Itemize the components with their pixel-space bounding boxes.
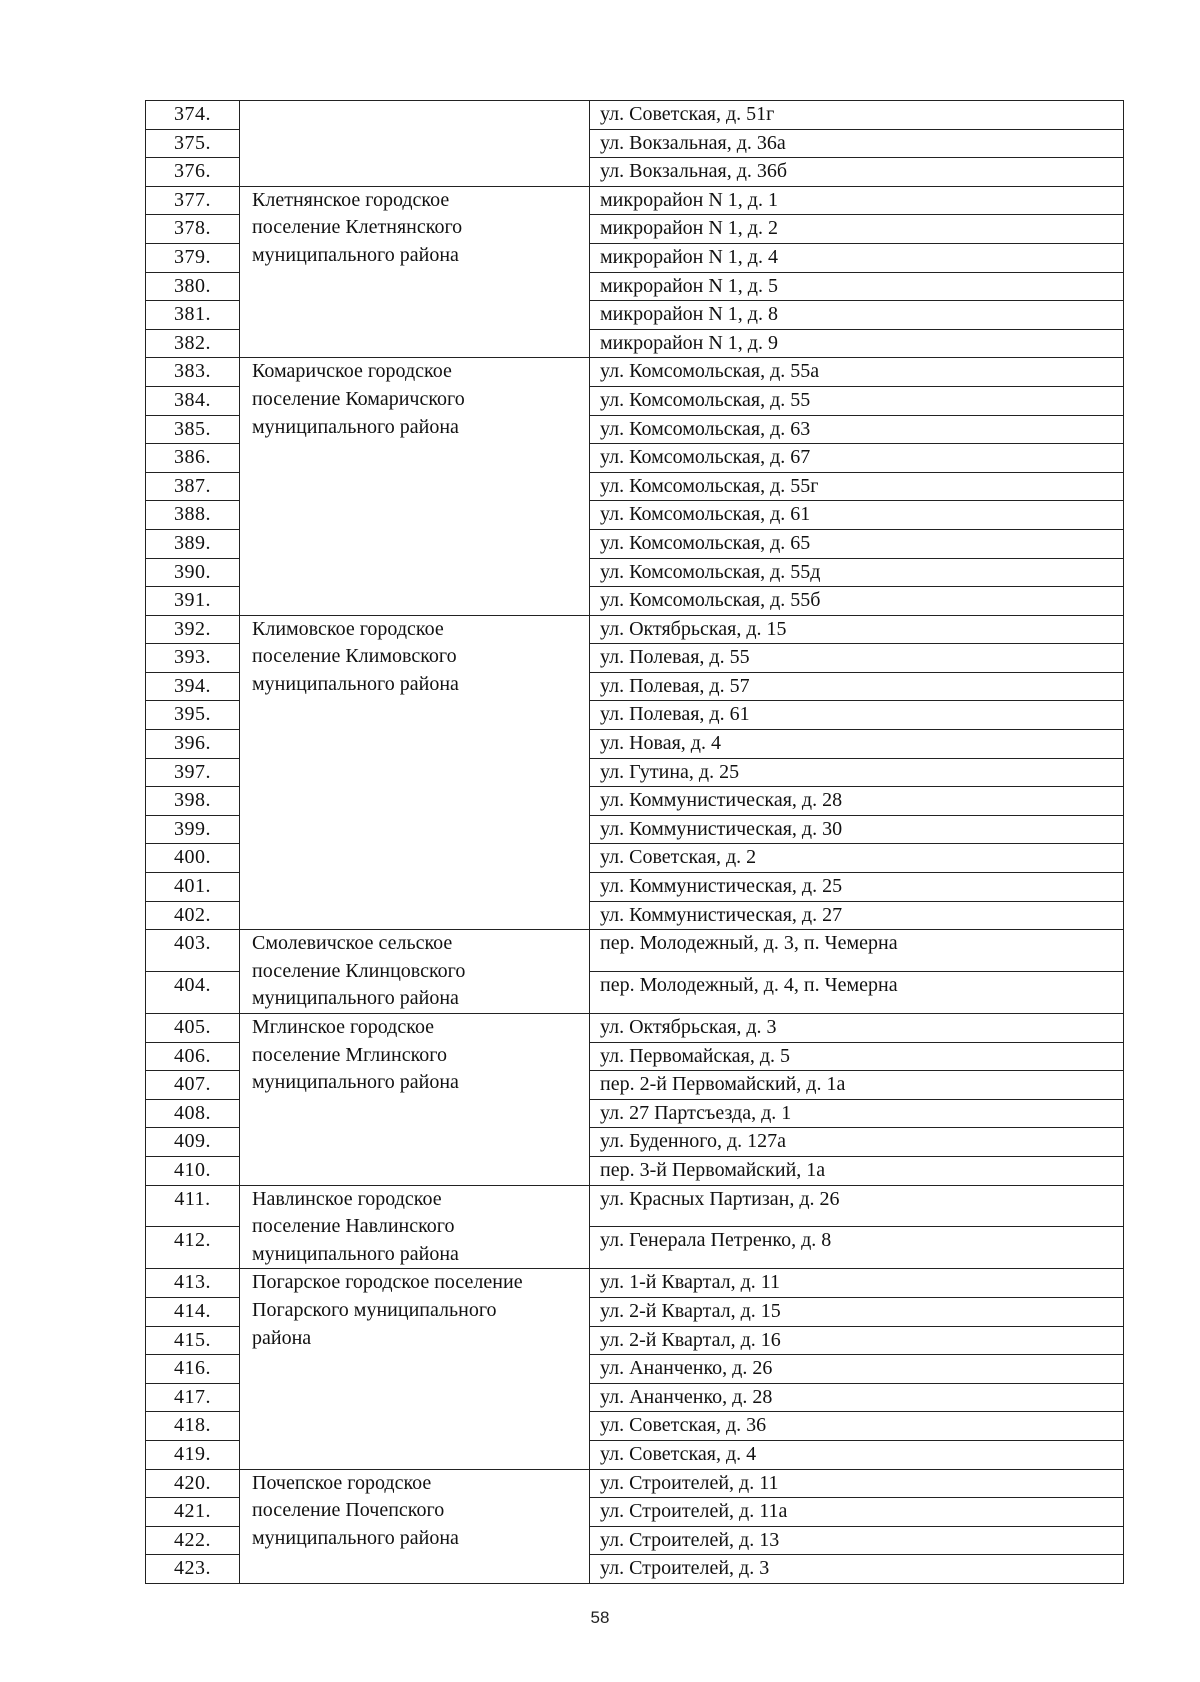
row-number: 399. [146, 815, 240, 844]
settlement-name-line: района [252, 1326, 312, 1349]
address-cell: ул. Коммунистическая, д. 28 [590, 787, 1124, 816]
address-cell: ул. Комсомольская, д. 55б [590, 587, 1124, 616]
row-number: 411. [146, 1185, 240, 1227]
row-number: 381. [146, 301, 240, 330]
address-cell: микрорайон N 1, д. 5 [590, 272, 1124, 301]
settlement-name-line: Клетнянское городское [252, 188, 450, 211]
row-number: 416. [146, 1355, 240, 1384]
address-cell: ул. Октябрьская, д. 3 [590, 1014, 1124, 1043]
settlement-cell [240, 358, 590, 615]
row-number: 397. [146, 758, 240, 787]
table-row [146, 186, 1124, 215]
row-number: 394. [146, 672, 240, 701]
table-row [146, 101, 1124, 130]
table-row [146, 1469, 1124, 1498]
page-number: 58 [590, 1608, 610, 1627]
address-cell: пер. Молодежный, д. 3, п. Чемерна [590, 930, 1124, 972]
settlement-name-line: поселение Клинцовского [252, 959, 466, 982]
address-cell: ул. Комсомольская, д. 63 [590, 415, 1124, 444]
settlement-name-line: Смолевичское сельское [252, 932, 453, 955]
row-number: 417. [146, 1383, 240, 1412]
row-number: 374. [146, 101, 240, 130]
settlement-name-line: Погарского муниципального [252, 1298, 497, 1321]
settlement-name-line: муниципального района [252, 987, 459, 1010]
settlement-cell [240, 615, 590, 930]
address-cell: ул. Строителей, д. 13 [590, 1526, 1124, 1555]
row-number: 391. [146, 587, 240, 616]
address-cell: ул. Комсомольская, д. 55а [590, 358, 1124, 387]
settlement-name-line: муниципального района [252, 243, 459, 266]
table-row [146, 615, 1124, 644]
table-row [146, 930, 1124, 972]
row-number: 419. [146, 1440, 240, 1469]
settlement-name-line: поселение Навлинского [252, 1215, 455, 1238]
row-number: 400. [146, 844, 240, 873]
row-number: 378. [146, 215, 240, 244]
address-cell: пер. Молодежный, д. 4, п. Чемерна [590, 972, 1124, 1014]
address-cell: ул. Строителей, д. 3 [590, 1555, 1124, 1584]
row-number: 376. [146, 158, 240, 187]
row-number: 396. [146, 730, 240, 759]
settlement-cell [240, 101, 590, 187]
row-number: 415. [146, 1326, 240, 1355]
address-cell: ул. Коммунистическая, д. 25 [590, 873, 1124, 902]
table-row [146, 1269, 1124, 1298]
address-cell: ул. Советская, д. 36 [590, 1412, 1124, 1441]
settlement-name-line: поселение Комаричского [252, 387, 465, 410]
row-number: 418. [146, 1412, 240, 1441]
address-cell: ул. Полевая, д. 57 [590, 672, 1124, 701]
address-cell: ул. Октябрьская, д. 15 [590, 615, 1124, 644]
address-cell: ул. Ананченко, д. 26 [590, 1355, 1124, 1384]
row-number: 410. [146, 1156, 240, 1185]
address-cell: ул. Советская, д. 51г [590, 101, 1124, 130]
address-cell: ул. Новая, д. 4 [590, 730, 1124, 759]
address-cell: микрорайон N 1, д. 9 [590, 329, 1124, 358]
address-cell: ул. Полевая, д. 55 [590, 644, 1124, 673]
address-cell: ул. Вокзальная, д. 36б [590, 158, 1124, 187]
address-cell: ул. Ананченко, д. 28 [590, 1383, 1124, 1412]
row-number: 404. [146, 972, 240, 1014]
settlement-cell [240, 930, 590, 1014]
address-cell: ул. Вокзальная, д. 36а [590, 129, 1124, 158]
settlement-cell [240, 1014, 590, 1186]
settlement-name-line: поселение Почепского [252, 1499, 445, 1522]
row-number: 382. [146, 329, 240, 358]
settlement-name-line: поселение Климовского [252, 645, 457, 668]
row-number: 403. [146, 930, 240, 972]
settlement-name-line: Почепское городское [252, 1471, 432, 1494]
row-number: 402. [146, 901, 240, 930]
address-cell: микрорайон N 1, д. 1 [590, 186, 1124, 215]
table-row [146, 1185, 1124, 1227]
settlement-name-line: муниципального района [252, 415, 459, 438]
row-number: 390. [146, 558, 240, 587]
settlement-name-line: Навлинское городское [252, 1187, 442, 1210]
address-cell: ул. Комсомольская, д. 65 [590, 529, 1124, 558]
settlement-name-line: муниципального района [252, 672, 459, 695]
row-number: 398. [146, 787, 240, 816]
settlement-cell [240, 186, 590, 358]
row-number: 375. [146, 129, 240, 158]
address-cell: ул. Комсомольская, д. 55 [590, 386, 1124, 415]
address-cell: ул. 1-й Квартал, д. 11 [590, 1269, 1124, 1298]
addresses-table [145, 100, 1124, 1584]
row-number: 406. [146, 1042, 240, 1071]
settlement-name-line: Погарское городское поселение [252, 1271, 523, 1294]
row-number: 408. [146, 1099, 240, 1128]
settlement-name-line: муниципального района [252, 1526, 459, 1549]
address-cell: пер. 3-й Первомайский, 1а [590, 1156, 1124, 1185]
address-cell: ул. Гутина, д. 25 [590, 758, 1124, 787]
row-number: 380. [146, 272, 240, 301]
address-cell: ул. Буденного, д. 127а [590, 1128, 1124, 1157]
address-cell: микрорайон N 1, д. 8 [590, 301, 1124, 330]
row-number: 387. [146, 472, 240, 501]
address-cell: ул. 27 Партсъезда, д. 1 [590, 1099, 1124, 1128]
settlement-name-line: муниципального района [252, 1071, 459, 1094]
row-number: 414. [146, 1297, 240, 1326]
table-row [146, 358, 1124, 387]
address-cell: ул. Комсомольская, д. 67 [590, 444, 1124, 473]
row-number: 412. [146, 1227, 240, 1269]
row-number: 405. [146, 1014, 240, 1043]
settlement-name-line: поселение Клетнянского [252, 216, 463, 239]
row-number: 377. [146, 186, 240, 215]
row-number: 383. [146, 358, 240, 387]
address-cell: пер. 2-й Первомайский, д. 1а [590, 1071, 1124, 1100]
address-cell: ул. Красных Партизан, д. 26 [590, 1185, 1124, 1227]
address-cell: ул. Советская, д. 4 [590, 1440, 1124, 1469]
row-number: 386. [146, 444, 240, 473]
address-cell: ул. Полевая, д. 61 [590, 701, 1124, 730]
row-number: 422. [146, 1526, 240, 1555]
row-number: 420. [146, 1469, 240, 1498]
row-number: 384. [146, 386, 240, 415]
address-cell: микрорайон N 1, д. 4 [590, 243, 1124, 272]
row-number: 393. [146, 644, 240, 673]
row-number: 379. [146, 243, 240, 272]
address-cell: ул. Комсомольская, д. 55д [590, 558, 1124, 587]
address-cell: ул. Генерала Петренко, д. 8 [590, 1227, 1124, 1269]
settlement-cell [240, 1185, 590, 1269]
row-number: 388. [146, 501, 240, 530]
row-number: 421. [146, 1498, 240, 1527]
settlement-name-line: Климовское городское [252, 617, 444, 640]
settlement-name-line: муниципального района [252, 1242, 459, 1265]
address-cell: ул. Советская, д. 2 [590, 844, 1124, 873]
address-cell: ул. Коммунистическая, д. 27 [590, 901, 1124, 930]
row-number: 401. [146, 873, 240, 902]
address-cell: ул. 2-й Квартал, д. 15 [590, 1297, 1124, 1326]
address-cell: микрорайон N 1, д. 2 [590, 215, 1124, 244]
row-number: 423. [146, 1555, 240, 1584]
settlement-cell [240, 1469, 590, 1583]
addresses-table-body [146, 101, 1124, 1584]
settlement-cell [240, 1269, 590, 1469]
settlement-name-line: поселение Мглинского [252, 1043, 447, 1066]
table-row [146, 1014, 1124, 1043]
address-cell: ул. Комсомольская, д. 61 [590, 501, 1124, 530]
address-cell: ул. Первомайская, д. 5 [590, 1042, 1124, 1071]
row-number: 407. [146, 1071, 240, 1100]
address-cell: ул. Строителей, д. 11а [590, 1498, 1124, 1527]
row-number: 413. [146, 1269, 240, 1298]
row-number: 385. [146, 415, 240, 444]
address-cell: ул. Строителей, д. 11 [590, 1469, 1124, 1498]
row-number: 409. [146, 1128, 240, 1157]
row-number: 389. [146, 529, 240, 558]
address-cell: ул. Коммунистическая, д. 30 [590, 815, 1124, 844]
settlement-name-line: Комаричское городское [252, 360, 452, 383]
settlement-name-line: Мглинское городское [252, 1016, 435, 1038]
address-cell: ул. 2-й Квартал, д. 16 [590, 1326, 1124, 1355]
address-cell: ул. Комсомольская, д. 55г [590, 472, 1124, 501]
row-number: 395. [146, 701, 240, 730]
row-number: 392. [146, 615, 240, 644]
